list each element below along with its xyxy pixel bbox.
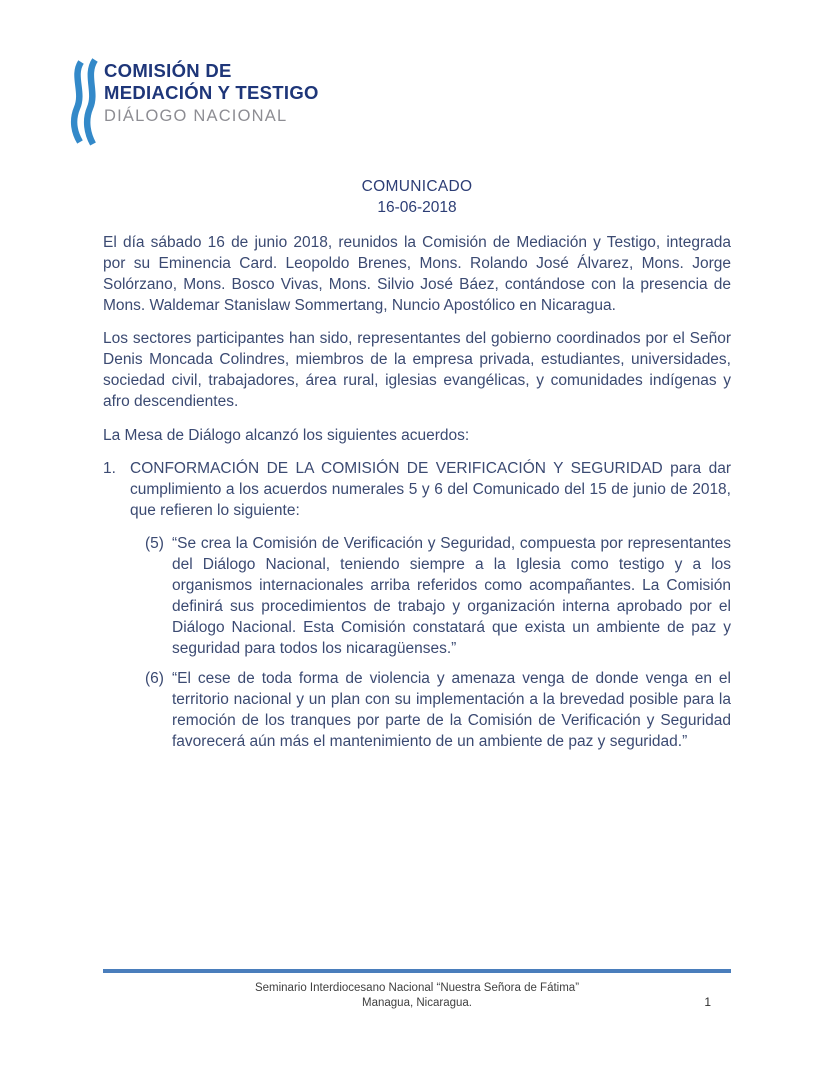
paragraph-lead-in: La Mesa de Diálogo alcanzó los siguientes acuerdos: xyxy=(103,427,470,444)
quoted-subitem-6 xyxy=(145,668,731,752)
document-title: COMUNICADO xyxy=(361,178,473,195)
footer-line2: Managua, Nicaragua. xyxy=(362,997,472,1009)
subitem-marker: (5) xyxy=(145,535,164,552)
org-name-line2: MEDIACIÓN Y TESTIGO xyxy=(104,82,319,103)
quoted-subitem-5 xyxy=(145,533,731,659)
document-content xyxy=(103,176,731,752)
subitem-text: “Se crea la Comisión de Verificación y Seguridad, compuesta por representantes del Diálogo Nacional, teniendo siempre a la Iglesia como testigo y a los organismos internacionales arriba referidos como acompañantes. La Comisión definirá sus procedimientos de trabajo y organización interna aprobado por el Diálogo Nacional. Esta Comisión constatará que exista un ambiente de paz y seguridad para todos los nicaragüenses.” xyxy=(172,535,731,657)
paragraph-intro: El día sábado 16 de junio 2018, reunidos la Comisión de Mediación y Testigo, integrada por su Eminencia Card. Leopoldo Brenes, Mons. Rolando José Álvarez, Mons. Jorge Solórzano, Mons. Bosco Vivas, Mons. Silvio José Báez, contándose con la presencia de Mons. Waldemar Stanislaw Sommertang, Nuncio Apostólico en Nicaragua. xyxy=(103,234,731,314)
page-number: 1 xyxy=(704,995,711,1009)
footer-divider xyxy=(103,969,731,973)
agreement-item-1 xyxy=(103,458,731,521)
org-subtitle: DIÁLOGO NACIONAL xyxy=(104,107,288,125)
footer-line1: Seminario Interdiocesano Nacional “Nuestra Señora de Fátima” xyxy=(254,982,580,994)
org-name-line1: COMISIÓN DE xyxy=(104,60,232,81)
footer-address xyxy=(103,981,731,1011)
subitem-text: “El cese de toda forma de violencia y amenaza venga de donde venga en el territorio nacional y un plan con su implementación a la brevedad posible para la remoción de los tranques por parte de la Comisión de Verificación y Seguridad favorecerá aún más el mantenimiento de un ambiente de paz y seguridad.” xyxy=(172,670,731,750)
page-footer xyxy=(103,969,731,1011)
paragraph-sectors: Los sectores participantes han sido, representantes del gobierno coordinados por el Señor Denis Moncada Colindres, miembros de la empresa privada, estudiantes, universidades, sociedad civil, trabajadores, área rural, iglesias evangélicas, y comunidades indígenas y afro descendientes. xyxy=(103,330,731,410)
document-date: 16-06-2018 xyxy=(377,199,457,216)
item-text: CONFORMACIÓN DE LA COMISIÓN DE VERIFICACIÓN Y SEGURIDAD para dar cumplimiento a los acuerdos numerales 5 y 6 del Comunicado del 15 de junio de 2018, que refieren lo siguiente: xyxy=(130,460,731,519)
title-block xyxy=(103,176,731,218)
subitem-marker: (6) xyxy=(145,670,164,687)
letterhead-logo xyxy=(70,54,319,146)
double-wave-icon xyxy=(70,58,106,146)
item-number: 1. xyxy=(103,460,116,477)
letterhead-text xyxy=(104,54,319,128)
